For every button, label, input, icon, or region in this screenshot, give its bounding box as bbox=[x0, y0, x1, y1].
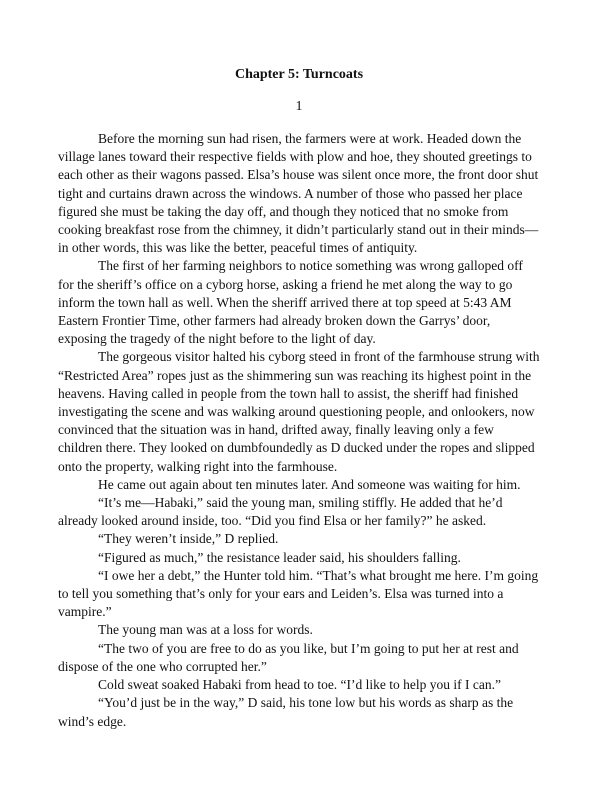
paragraph: “You’d just be in the way,” D said, his tone low but his words as sharp as the wind’s edge. bbox=[58, 695, 514, 729]
chapter-title: Chapter 5: Turncoats bbox=[234, 67, 364, 82]
section-number: 1 bbox=[295, 99, 303, 114]
paragraph: The young man was at a loss for words. bbox=[98, 622, 313, 638]
paragraph: “The two of you are free to do as you like, but I’m going to put her at rest and dispose of the one who corrupted her.” bbox=[58, 640, 519, 674]
paragraph: Cold sweat soaked Habaki from head to toe. “I’d like to help you if I can.” bbox=[98, 677, 501, 693]
paragraph: “I owe her a debt,” the Hunter told him. “That’s what brought me here. I’m going to tell you something that’s only for your ears and Leiden’s. Elsa was turned into a vampire.” bbox=[58, 567, 539, 620]
body-text bbox=[58, 130, 540, 731]
paragraph: “They weren’t inside,” D replied. bbox=[98, 531, 279, 547]
paragraph: He came out again about ten minutes later. And someone was waiting for him. bbox=[98, 476, 521, 492]
paragraph: The first of her farming neighbors to notice something was wrong galloped off for the sheriff’s office on a cyborg horse, asking a friend he met along the way to go inform the town hall as well. When the sheriff arrived there at top speed at 5:43 AM Eastern Frontier Time, other farmers had already broken down the Garrys’ door, exposing the tragedy of the night before to the light of day. bbox=[58, 258, 523, 347]
paragraph: The gorgeous visitor halted his cyborg steed in front of the farmhouse strung with “Restricted Area” ropes just as the shimmering sun was reaching its highest point in the heavens. Having called in people from the town hall to assist, the sheriff had finished investigating the scene and was walking around questioning people, and onlookers, now convinced that the situation was in hand, drifted away, finally leaving only a few children there. They looked on dumbfoundedly as D ducked under the ropes and slipped onto the property, walking right into the farmhouse. bbox=[58, 349, 540, 474]
paragraph: Before the morning sun had risen, the farmers were at work. Headed down the village lanes toward their respective fields with plow and hoe, they shouted greetings to each other as their wagons passed. Elsa’s house was silent once more, the front door shut tight and curtains drawn across the windows. A number of those who passed her place figured she must be taking the day off, and though they noticed that no smoke from cooking breakfast rose from the chimney, it didn’t particularly stand out in their minds—in other words, this was like the better, peaceful times of antiquity. bbox=[58, 131, 539, 256]
paragraph: “It’s me—Habaki,” said the young man, smiling stiffly. He added that he’d already looked around inside, too. “Did you find Elsa or her family?” he asked. bbox=[58, 495, 503, 529]
paragraph: “Figured as much,” the resistance leader said, his shoulders falling. bbox=[98, 549, 461, 565]
